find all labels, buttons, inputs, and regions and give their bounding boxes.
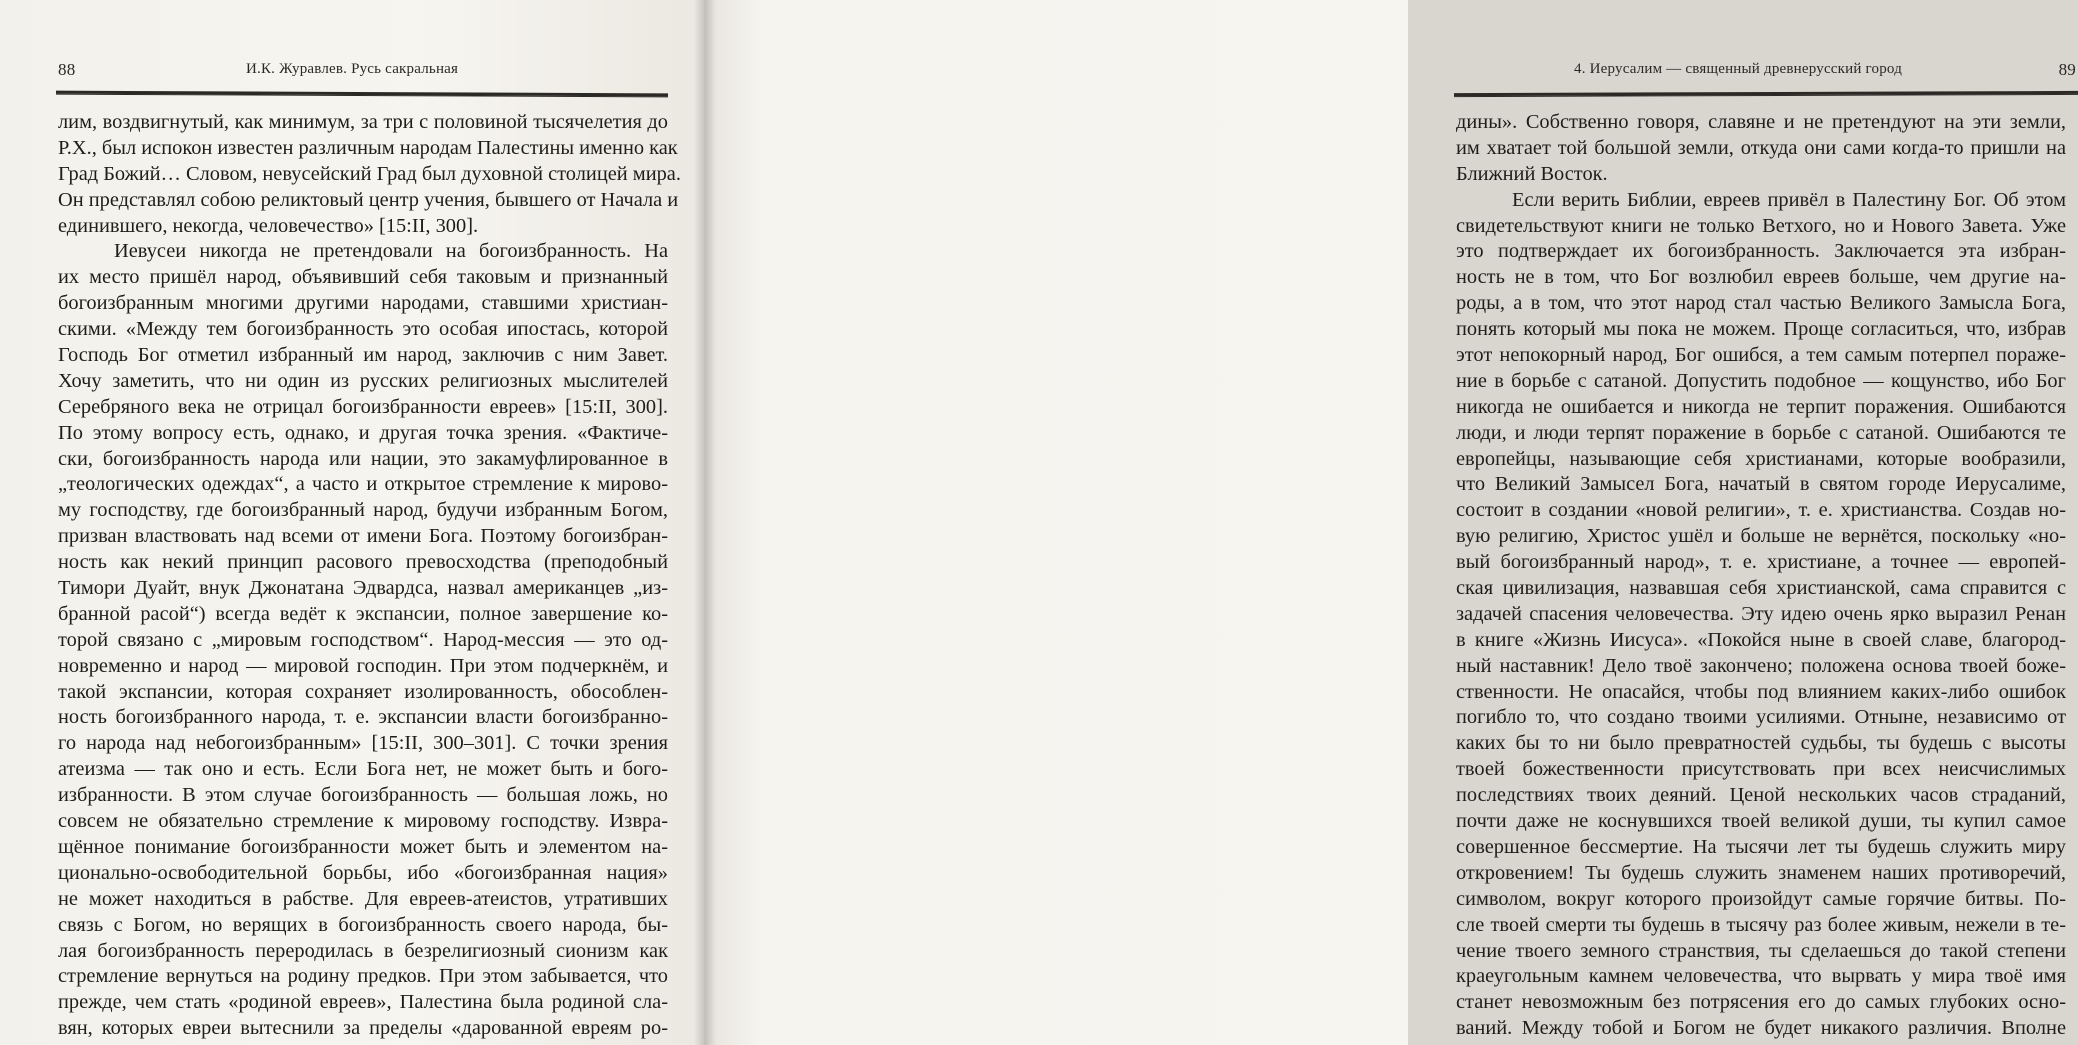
right-text-line: каких бы то ни было превратностей судьбы, ты будешь с высоты — [1456, 732, 2066, 755]
left-text-line: единившего, некогда, человечество» [15:II, 300]. — [58, 214, 479, 237]
left-header-rule — [56, 91, 668, 98]
right-text-line: чение твоего земного странствия, ты сделаешься до такой степени — [1456, 939, 2066, 962]
left-text-line: новременно и народ — мировой господин. При этом подчеркнём, и — [58, 654, 668, 677]
left-page-number: 88 — [58, 60, 76, 79]
left-body-text — [58, 110, 681, 1042]
left-text-line: Серебряного века не отрицал богоизбранности евреев» [15:II, 300]. — [58, 395, 668, 418]
right-text-line: что Великий Замысел Бога, начатый в святом городе Иерусалиме, — [1456, 473, 2066, 496]
right-text-line: вый богоизбранный народ», т. е. христиане, а точнее — европей- — [1456, 551, 2066, 574]
right-text-line: ственности. Не опасайся, чтобы под влиянием каких-либо ошибок — [1456, 680, 2066, 703]
left-text-line: му господству, где богоизбранный народ, будучи избранным Богом, — [58, 499, 668, 522]
left-page — [0, 0, 704, 1045]
right-page-number: 89 — [2058, 60, 2076, 79]
right-text-line: ние в борьбе с сатаной. Допустить подобное — кощунство, ибо Бог — [1456, 369, 2066, 392]
right-text-line: ность не в том, что Бог возлюбил евреев больше, чем другие на- — [1456, 266, 2066, 289]
right-text-line: это подтверждает их богоизбранность. Заключается эта избран- — [1456, 240, 2066, 263]
left-text-line: щённое понимание богоизбранности может быть и элементом на- — [58, 835, 668, 858]
left-text-line: прежде, чем стать «родиной евреев», Палестина была родиной сла- — [58, 991, 668, 1014]
right-text-line: символом, вокруг которого произойдут самые горячие битвы. По- — [1456, 887, 2066, 910]
left-text-line: ционально-освободительной борьбы, ибо «богоизбранная нация» — [58, 861, 668, 884]
right-page — [704, 0, 2076, 1045]
left-text-line: богоизбранным многими другими народами, ставшими христиан- — [58, 292, 668, 315]
right-running-head-title: 4. Иерусалим — священный древнерусский город — [1574, 61, 1903, 77]
left-text-line: их место пришёл народ, объявивший себя таковым и признанный — [58, 266, 668, 289]
left-text-line: стремление вернуться на родину предков. При этом забывается, что — [58, 965, 668, 988]
right-text-line: последствиях твоих деяний. Ценой нескольких часов страданий, — [1456, 784, 2066, 807]
left-text-line: бранной расой“) всегда ведёт к экспансии, полное завершение ко- — [58, 602, 668, 625]
left-running-head — [58, 60, 668, 88]
left-text-line: Иевусеи никогда не претендовали на богоизбранность. На — [114, 240, 668, 263]
left-text-line: лая богоизбранность переродилась в безрелигиозный сионизм как — [58, 939, 668, 962]
left-text-line: связь с Богом, но верящих в богоизбранность своего народа, бы- — [58, 913, 668, 936]
left-text-line: совсем не обязательно стремление к мировому господству. Извра- — [58, 810, 668, 833]
right-text-line: ный наставник! Дело твоё закончено; положена основа твоей боже- — [1456, 654, 2066, 677]
left-text-line: атеизма — так оно и есть. Если Бога нет, не может быть и бого- — [58, 758, 668, 781]
right-text-line: в книге «Жизнь Иисуса». «Покойся ныне в своей славе, благород- — [1456, 628, 2066, 651]
right-text-line: ваний. Между тобой и Богом не будет никакого различия. Вполне — [1456, 1017, 2066, 1040]
right-text-line: совершенное бессмертие. На тысячи лет ты будешь служить миру — [1456, 835, 2066, 858]
right-text-line: станет невозможным без потрясения его до самых глубоких осно- — [1456, 991, 2066, 1014]
left-text-line: скими. «Между тем богоизбранность это особая ипостась, которой — [58, 318, 668, 341]
right-text-line: краеугольным камнем человечества, что вырвать у мира твоё имя — [1456, 965, 2066, 988]
right-text-line: твоей божественности присутствовать при всех неисчислимых — [1456, 758, 2066, 781]
right-body-text — [1456, 110, 2066, 1042]
right-text-line: ская цивилизация, назвавшая себя христианской, сама справится с — [1456, 577, 2066, 600]
right-text-line: Если верить Библии, евреев привёл в Палестину Бог. Об этом — [1512, 188, 2066, 211]
right-text-line: сле твоей смерти ты будешь в тысячу раз более живым, нежели в те- — [1456, 913, 2066, 936]
right-text-line: понять который мы пока не можем. Проще согласиться, что, избрав — [1456, 318, 2066, 341]
left-text-line: ски, богоизбранность народа или нации, это закамуфлированное в — [58, 447, 668, 470]
right-text-line: дины». Собственно говоря, славяне и не претендуют на эти земли, — [1456, 111, 2066, 133]
left-text-line: такой экспансии, которая сохраняет изолированность, обособлен- — [58, 680, 668, 703]
right-text-line: состоит в создании «новой религии», т. е. христианства. Создав но- — [1456, 499, 2066, 522]
left-text-line: Град Божий… Словом, невусейский Град был духовной столицей мира. — [58, 162, 681, 185]
left-text-line: Хочу заметить, что ни один из русских религиозных мыслителей — [58, 369, 668, 392]
right-text-line: погибло то, что создано твоими усилиями. Отныне, независимо от — [1456, 706, 2066, 729]
left-text-line: Он представлял собою реликтовый центр учения, бывшего от Начала и — [58, 188, 679, 211]
left-text-line: не может находиться в рабстве. Для евреев-атеистов, утративших — [58, 887, 668, 910]
left-text-line: По этому вопросу есть, однако, и другая точка зрения. «Фактиче- — [58, 421, 668, 444]
left-text-line: лим, воздвигнутый, как минимум, за три с половиной тысячелетия до — [58, 111, 668, 133]
left-text-line: Р.Х., был испокон известен различным народам Палестины именно как — [58, 136, 678, 159]
right-running-head — [1456, 60, 2076, 88]
right-header-rule — [1454, 91, 2078, 97]
left-text-line: ность как некий принцип расового превосходства (преподобный — [58, 551, 668, 574]
left-text-line: го народа над небогоизбранным» [15:II, 300–301]. С точки зрения — [58, 732, 668, 755]
left-text-line: Тимори Дуайт, внук Джонатана Эдвардса, назвал американцев „из- — [58, 577, 668, 600]
right-text-line: европейцы, называющие себя христианами, которые вообразили, — [1456, 447, 2066, 470]
left-text-line: призван властвовать над всеми от имени Бога. Поэтому богоизбран- — [58, 525, 668, 548]
right-text-line: почти даже не коснувшихся твоей великой души, ты купил самое — [1456, 810, 2066, 833]
left-text-line: „теологических одеждах“, а часто и открытое стремление к мирово- — [58, 473, 668, 496]
left-text-line: Господь Бог отметил избранный им народ, заключив с ним Завет. — [58, 344, 668, 367]
left-text-line: ность богоизбранного народа, т. е. экспансии власти богоизбранно- — [58, 706, 668, 729]
right-text-line: никогда не ошибается и никогда не терпит поражения. Ошибаются — [1456, 395, 2066, 418]
right-text-line: им хватает той большой земли, откуда они сами когда-то пришли на — [1456, 136, 2066, 159]
right-text-line: люди, и люди терпят поражение в борьбе с сатаной. Ошибаются те — [1456, 421, 2066, 444]
left-text-line: избранности. В этом случае богоизбранность — большая ложь, но — [58, 784, 668, 807]
right-text-line: задачей спасения человечества. Эту идею очень ярко выразил Ренан — [1456, 602, 2066, 625]
right-text-line: вую религию, Христос ушёл и больше не вернётся, поскольку «но- — [1456, 525, 2066, 548]
right-text-line: откровением! Ты будешь служить знаменем наших противоречий, — [1456, 861, 2066, 884]
right-text-line: Ближний Восток. — [1456, 162, 1608, 185]
right-text-line: этот непокорный народ, Бог ошибся, а тем самым потерпел пораже- — [1456, 344, 2066, 367]
right-text-line: свидетельствуют книги не только Ветхого, но и Нового Завета. Уже — [1456, 214, 2066, 237]
left-text-line: вян, которых евреи вытеснили за пределы «дарованной евреям ро- — [58, 1017, 668, 1040]
left-text-line: торой связано с „мировым господством“. Народ-мессия — это од- — [58, 628, 668, 651]
left-running-head-title: И.К. Журавлев. Русь сакральная — [246, 61, 459, 77]
right-text-line: роды, а в том, что этот народ стал частью Великого Замысла Бога, — [1456, 292, 2066, 315]
